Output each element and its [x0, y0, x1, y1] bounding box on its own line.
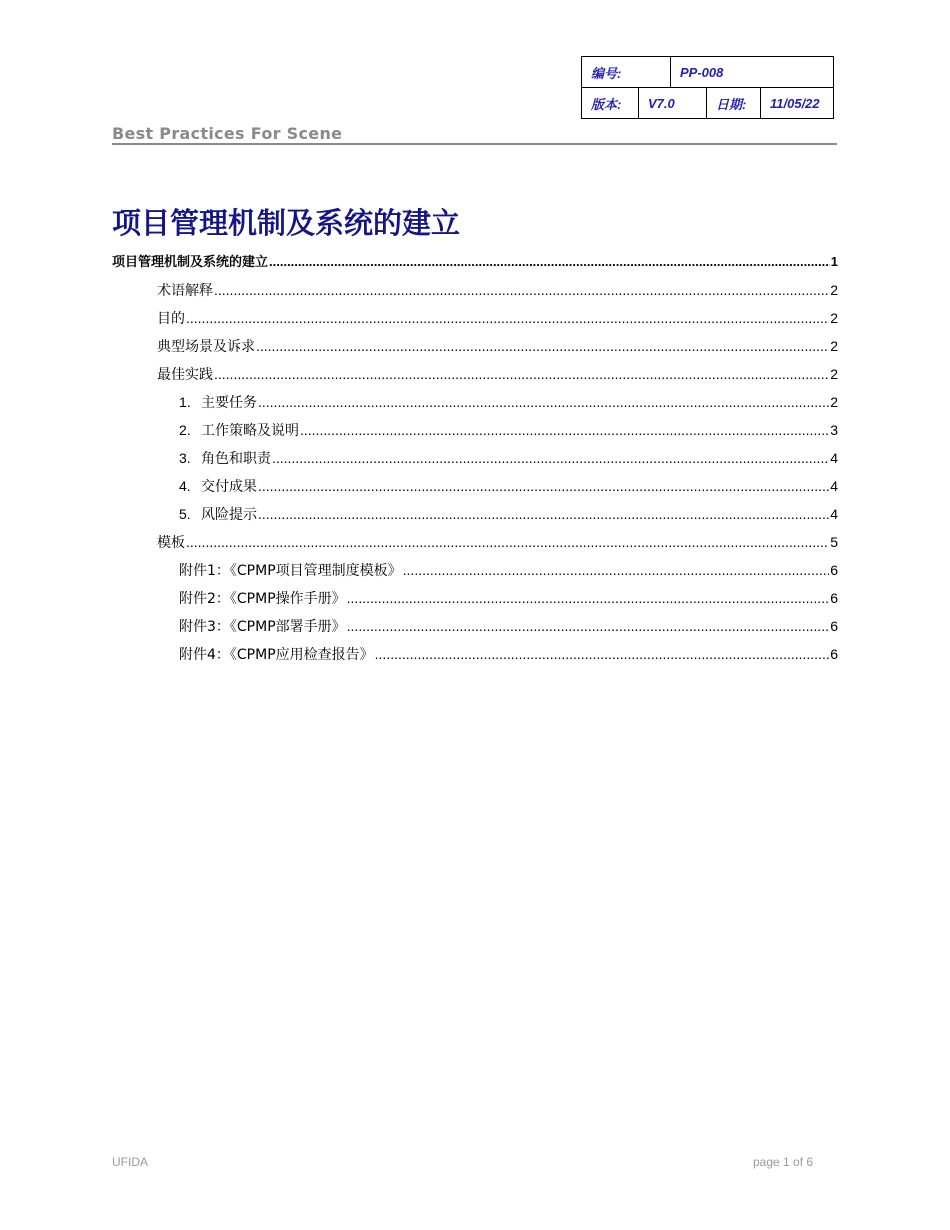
toc-entry-main-tasks[interactable] [112, 391, 838, 419]
toc-leader-dots [375, 643, 830, 665]
toc-item-number: 1. [179, 394, 191, 410]
toc-entry-risks[interactable] [112, 503, 838, 531]
toc-page-number: 4 [830, 450, 838, 466]
toc-page-number: 3 [830, 422, 838, 438]
brand-heading: Best Practices For Scene [112, 124, 343, 143]
toc-entry-scenarios[interactable] [112, 335, 838, 363]
date-value: 11/05/22 [761, 88, 834, 119]
toc-page-number: 6 [830, 646, 838, 662]
toc-entry-text[interactable]: 风险提示 [201, 507, 257, 523]
date-label: 日期: [707, 88, 761, 119]
toc-entry-strategy[interactable] [112, 419, 838, 447]
toc-entry-text[interactable]: 工作策略及说明 [201, 423, 299, 439]
toc-page-number: 6 [830, 590, 838, 606]
toc-item-number: 2. [179, 422, 191, 438]
toc-item-number: 5. [179, 506, 191, 522]
toc-entry-main[interactable] [112, 251, 838, 279]
footer-page-indicator: page 1 of 6 [753, 1155, 814, 1169]
toc-entry-text[interactable]: 目的 [157, 311, 185, 327]
toc-leader-dots [269, 251, 830, 273]
toc-page-number: 6 [830, 562, 838, 578]
toc-entry-attachment-3[interactable] [112, 615, 838, 643]
footer-company: UFIDA [112, 1155, 148, 1169]
document-meta-table [581, 56, 834, 119]
toc-page-number: 2 [830, 282, 838, 298]
version-value: V7.0 [639, 88, 707, 119]
toc-page-number: 2 [830, 366, 838, 382]
toc-entry-text[interactable]: 最佳实践 [157, 367, 213, 383]
toc-leader-dots [186, 531, 829, 553]
toc-item-number: 3. [179, 450, 191, 466]
toc-entry-text[interactable]: 交付成果 [201, 479, 257, 495]
toc-leader-dots [214, 363, 829, 385]
toc-entry-terms[interactable] [112, 279, 838, 307]
toc-leader-dots [258, 391, 829, 413]
table-of-contents [112, 251, 838, 671]
toc-entry-text[interactable]: 模板 [157, 535, 185, 551]
page-title: 项目管理机制及系统的建立 [112, 206, 461, 240]
toc-entry-text[interactable]: 附件3：《CPMP部署手册》 [179, 619, 346, 635]
toc-page-number: 2 [830, 338, 838, 354]
toc-leader-dots [258, 475, 829, 497]
header-divider [112, 143, 837, 145]
toc-entry-roles[interactable] [112, 447, 838, 475]
doc-number-label: 编号: [582, 57, 671, 88]
toc-entry-text[interactable]: 角色和职责 [201, 451, 271, 467]
toc-page-number: 4 [830, 506, 838, 522]
toc-entry-text[interactable]: 典型场景及诉求 [157, 339, 255, 355]
toc-leader-dots [258, 503, 829, 525]
toc-entry-attachment-2[interactable] [112, 587, 838, 615]
toc-entry-best-practices[interactable] [112, 363, 838, 391]
doc-number-value: PP-008 [671, 57, 834, 88]
toc-entry-text[interactable]: 附件4：《CPMP应用检查报告》 [179, 647, 374, 663]
toc-entry-text[interactable]: 主要任务 [201, 395, 257, 411]
toc-item-number: 4. [179, 478, 191, 494]
toc-leader-dots [186, 307, 829, 329]
toc-page-number: 4 [830, 478, 838, 494]
toc-entry-purpose[interactable] [112, 307, 838, 335]
toc-leader-dots [300, 419, 829, 441]
toc-entry-text[interactable]: 术语解释 [157, 283, 213, 299]
toc-entry-text[interactable]: 附件1：《CPMP项目管理制度模板》 [179, 563, 402, 579]
toc-leader-dots [256, 335, 829, 357]
toc-entry-text[interactable]: 项目管理机制及系统的建立 [112, 255, 269, 270]
toc-leader-dots [347, 587, 830, 609]
toc-page-number: 5 [830, 534, 838, 550]
toc-page-number: 2 [830, 310, 838, 326]
toc-entry-attachment-4[interactable] [112, 643, 838, 671]
toc-leader-dots [347, 615, 830, 637]
toc-leader-dots [403, 559, 830, 581]
toc-entry-text[interactable]: 附件2：《CPMP操作手册》 [179, 591, 346, 607]
toc-entry-attachment-1[interactable] [112, 559, 838, 587]
toc-page-number: 2 [830, 394, 838, 410]
toc-page-number: 1 [830, 254, 838, 269]
toc-entry-templates[interactable] [112, 531, 838, 559]
toc-leader-dots [214, 279, 829, 301]
version-label: 版本: [582, 88, 639, 119]
toc-page-number: 6 [830, 618, 838, 634]
toc-entry-deliverables[interactable] [112, 475, 838, 503]
toc-leader-dots [272, 447, 829, 469]
